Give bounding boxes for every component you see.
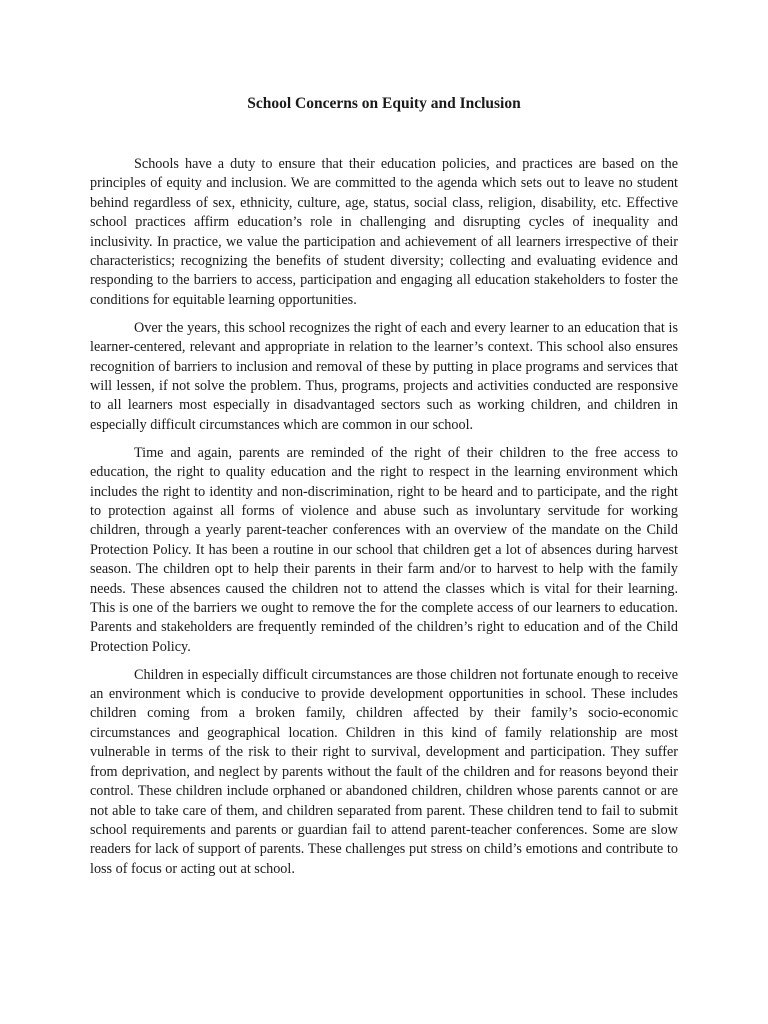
paragraph-equity-duty: Schools have a duty to ensure that their education policies, and practices are based on the principles of equity and inclusion. We are committed to the agenda which sets out to leave no student behind regardless of sex, ethnicity, culture, age, status, social class, religion, disability, etc. Effective school practices affirm education’s role in challenging and disrupting cycles of inequality and inclusivity. In practice, we value the participation and achievement of all learners irrespective of their characteristics; recognizing the benefits of student diversity; collecting and evaluating evidence and responding to the barriers to access, participation and engaging all education stakeholders to foster the conditions for equitable learning opportunities. xyxy=(90,156,678,308)
paragraph-parent-reminders: Time and again, parents are reminded of the right of their children to the free access to education, the right to quality education and the right to respect in the learning environment which includes the right to identity and non-discrimination, right to be heard and to participate, and the right to protection against all forms of violence and abuse such as involuntary servitude for working children, through a yearly parent-teacher conferences with an overview of the mandate on the Child Protection Policy. It has been a routine in our school that children get a lot of absences during harvest season. The children opt to help their parents in their farm and/or to harvest to help with the family needs. These absences caused the children not to attend the classes which is vital for their learning. This is one of the barriers we ought to remove the for the complete access of our learners to education. Parents and stakeholders are frequently reminded of the children’s right to education and of the Child Protection Policy. xyxy=(90,444,678,655)
paragraph-difficult-circumstances: Children in especially difficult circumstances are those children not fortunate enough to receive an environment which is conducive to provide development opportunities in school. These includes children coming from a broken family, children affected by their family’s socio-economic circumstances and geographical location. Children in this kind of family relationship are most vulnerable in terms of the risk to their right to survival, development and participation. They suffer from deprivation, and neglect by parents without the fault of the children and for reasons beyond their control. These children include orphaned or abandoned children, children whose parents cannot or are not able to take care of them, and children separated from parent. These children tend to fail to submit school requirements and parents or guardian fail to attend parent-teacher conferences. Some are slow readers for lack of support of parents. These challenges put stress on child’s emotions and contribute to loss of focus or acting out at school. xyxy=(90,666,678,877)
paragraph-learner-rights: Over the years, this school recognizes the right of each and every learner to an education that is learner-centered, relevant and appropriate in relation to the learner’s context. This school also ensures recognition of barriers to inclusion and removal of these by putting in place programs and services that will lessen, if not solve the problem. Thus, programs, projects and activities conducted are responsive to all learners most especially in disadvantaged sectors such as working children, and children in especially difficult circumstances which are common in our school. xyxy=(90,319,678,433)
document-title: School Concerns on Equity and Inclusion xyxy=(247,95,521,112)
document-body xyxy=(90,155,678,888)
